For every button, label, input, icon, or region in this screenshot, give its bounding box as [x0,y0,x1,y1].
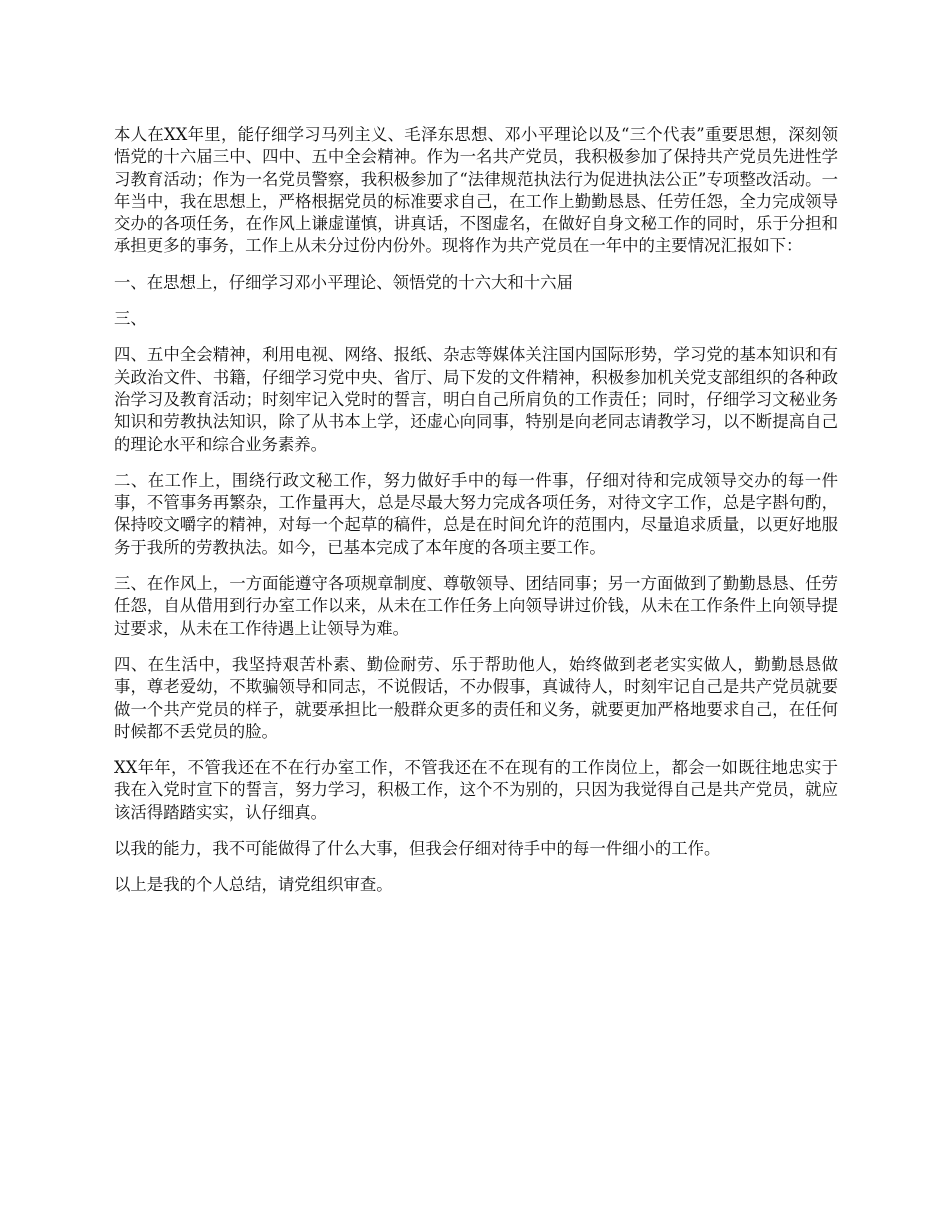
paragraph-ability: 以我的能力，我不可能做得了什么大事，但我会仔细对待手中的每一件细小的工作。 [114,839,721,859]
paragraph-section-thought-detail: 四、五中全会精神，利用电视、网络、报纸、杂志等媒体关注国内国际形势，学习党的基本知识和有关政治文件、书籍，仔细学习党中央、省厅、局下发的文件精神，积极参加机关党支部组织的各种政治学习及教育活动；时刻牢记入党时的誓言，明白自己所肩负的工作责任；同时，仔细学习文秘业务知识和劳教执法知识，除了从书本上学，还虚心向同事，特别是向老同志请教学习，以不断提高自己的理论水平和综合业务素养。 [114,345,838,454]
paragraph-section-life: 四、在生活中，我坚持艰苦朴素、勤俭耐劳、乐于帮助他人，始终做到老老实实做人，勤勤恳恳做事，尊老爱幼，不欺骗领导和同志，不说假话，不办假事，真诚待人，时刻牢记自己是共产党员就要做一个共产党员的样子，就要承担比一般群众更多的责任和义务，就要更加严格地要求自己，在任何时候都不丢党员的脸。 [114,654,838,741]
document-body [114,124,838,911]
paragraph-section-work: 二、在工作上，围绕行政文秘工作，努力做好手中的每一件事，仔细对待和完成领导交办的每一件事，不管事务再繁杂，工作量再大，总是尽最大努力完成各项任务，对待文字工作，总是字斟句酌，保持咬文嚼字的精神，对每一个起草的稿件，总是在时间允许的范围内，尽量追求质量，以更好地服务于我所的劳教执法。如今，已基本完成了本年度的各项主要工作。 [114,470,838,557]
paragraph-section-style: 三、在作风上，一方面能遵守各项规章制度、尊敬领导、团结同事；另一方面做到了勤勤恳恳、任劳任怨，自从借用到行办室工作以来，从未在工作任务上向领导讲过价钱，从未在工作条件上向领导提过要求，从未在工作待遇上让领导为难。 [114,574,838,638]
paragraph-section-three-fragment: 三、 [114,309,147,329]
paragraph-closing: 以上是我的个人总结，请党组织审查。 [114,875,393,895]
paragraph-intro: 本人在XX年里，能仔细学习马列主义、毛泽东思想、邓小平理论以及“三个代表”重要思想，深刻领悟党的十六届三中、四中、五中全会精神。作为一名共产党员，我积极参加了保持共产党员先进性学习教育活动；作为一名党员警察，我积极参加了“法律规范执法行为促进执法公正”专项整改活动。一年当中，我在思想上，严格根据党员的标准要求自己，在工作上勤勤恳恳、任劳任怨，全力完成领导交办的各项任务，在作风上谦虚谨慎，讲真话，不图虚名，在做好自身文秘工作的同时，乐于分担和承担更多的事务，工作上从未分过份内份外。现将作为共产党员在一年中的主要情况汇报如下： [114,125,838,256]
paragraph-section-thought-heading: 一、在思想上，仔细学习邓小平理论、领悟党的十六大和十六届 [114,272,573,292]
paragraph-commitment: XX年年，不管我还在不在行办室工作，不管我还在不在现有的工作岗位上，都会一如既往地忠实于我在入党时宣下的誓言，努力学习，积极工作，这个不为别的，只因为我觉得自己是共产党员，就应该活得踏踏实实，认仔细真。 [114,758,838,822]
